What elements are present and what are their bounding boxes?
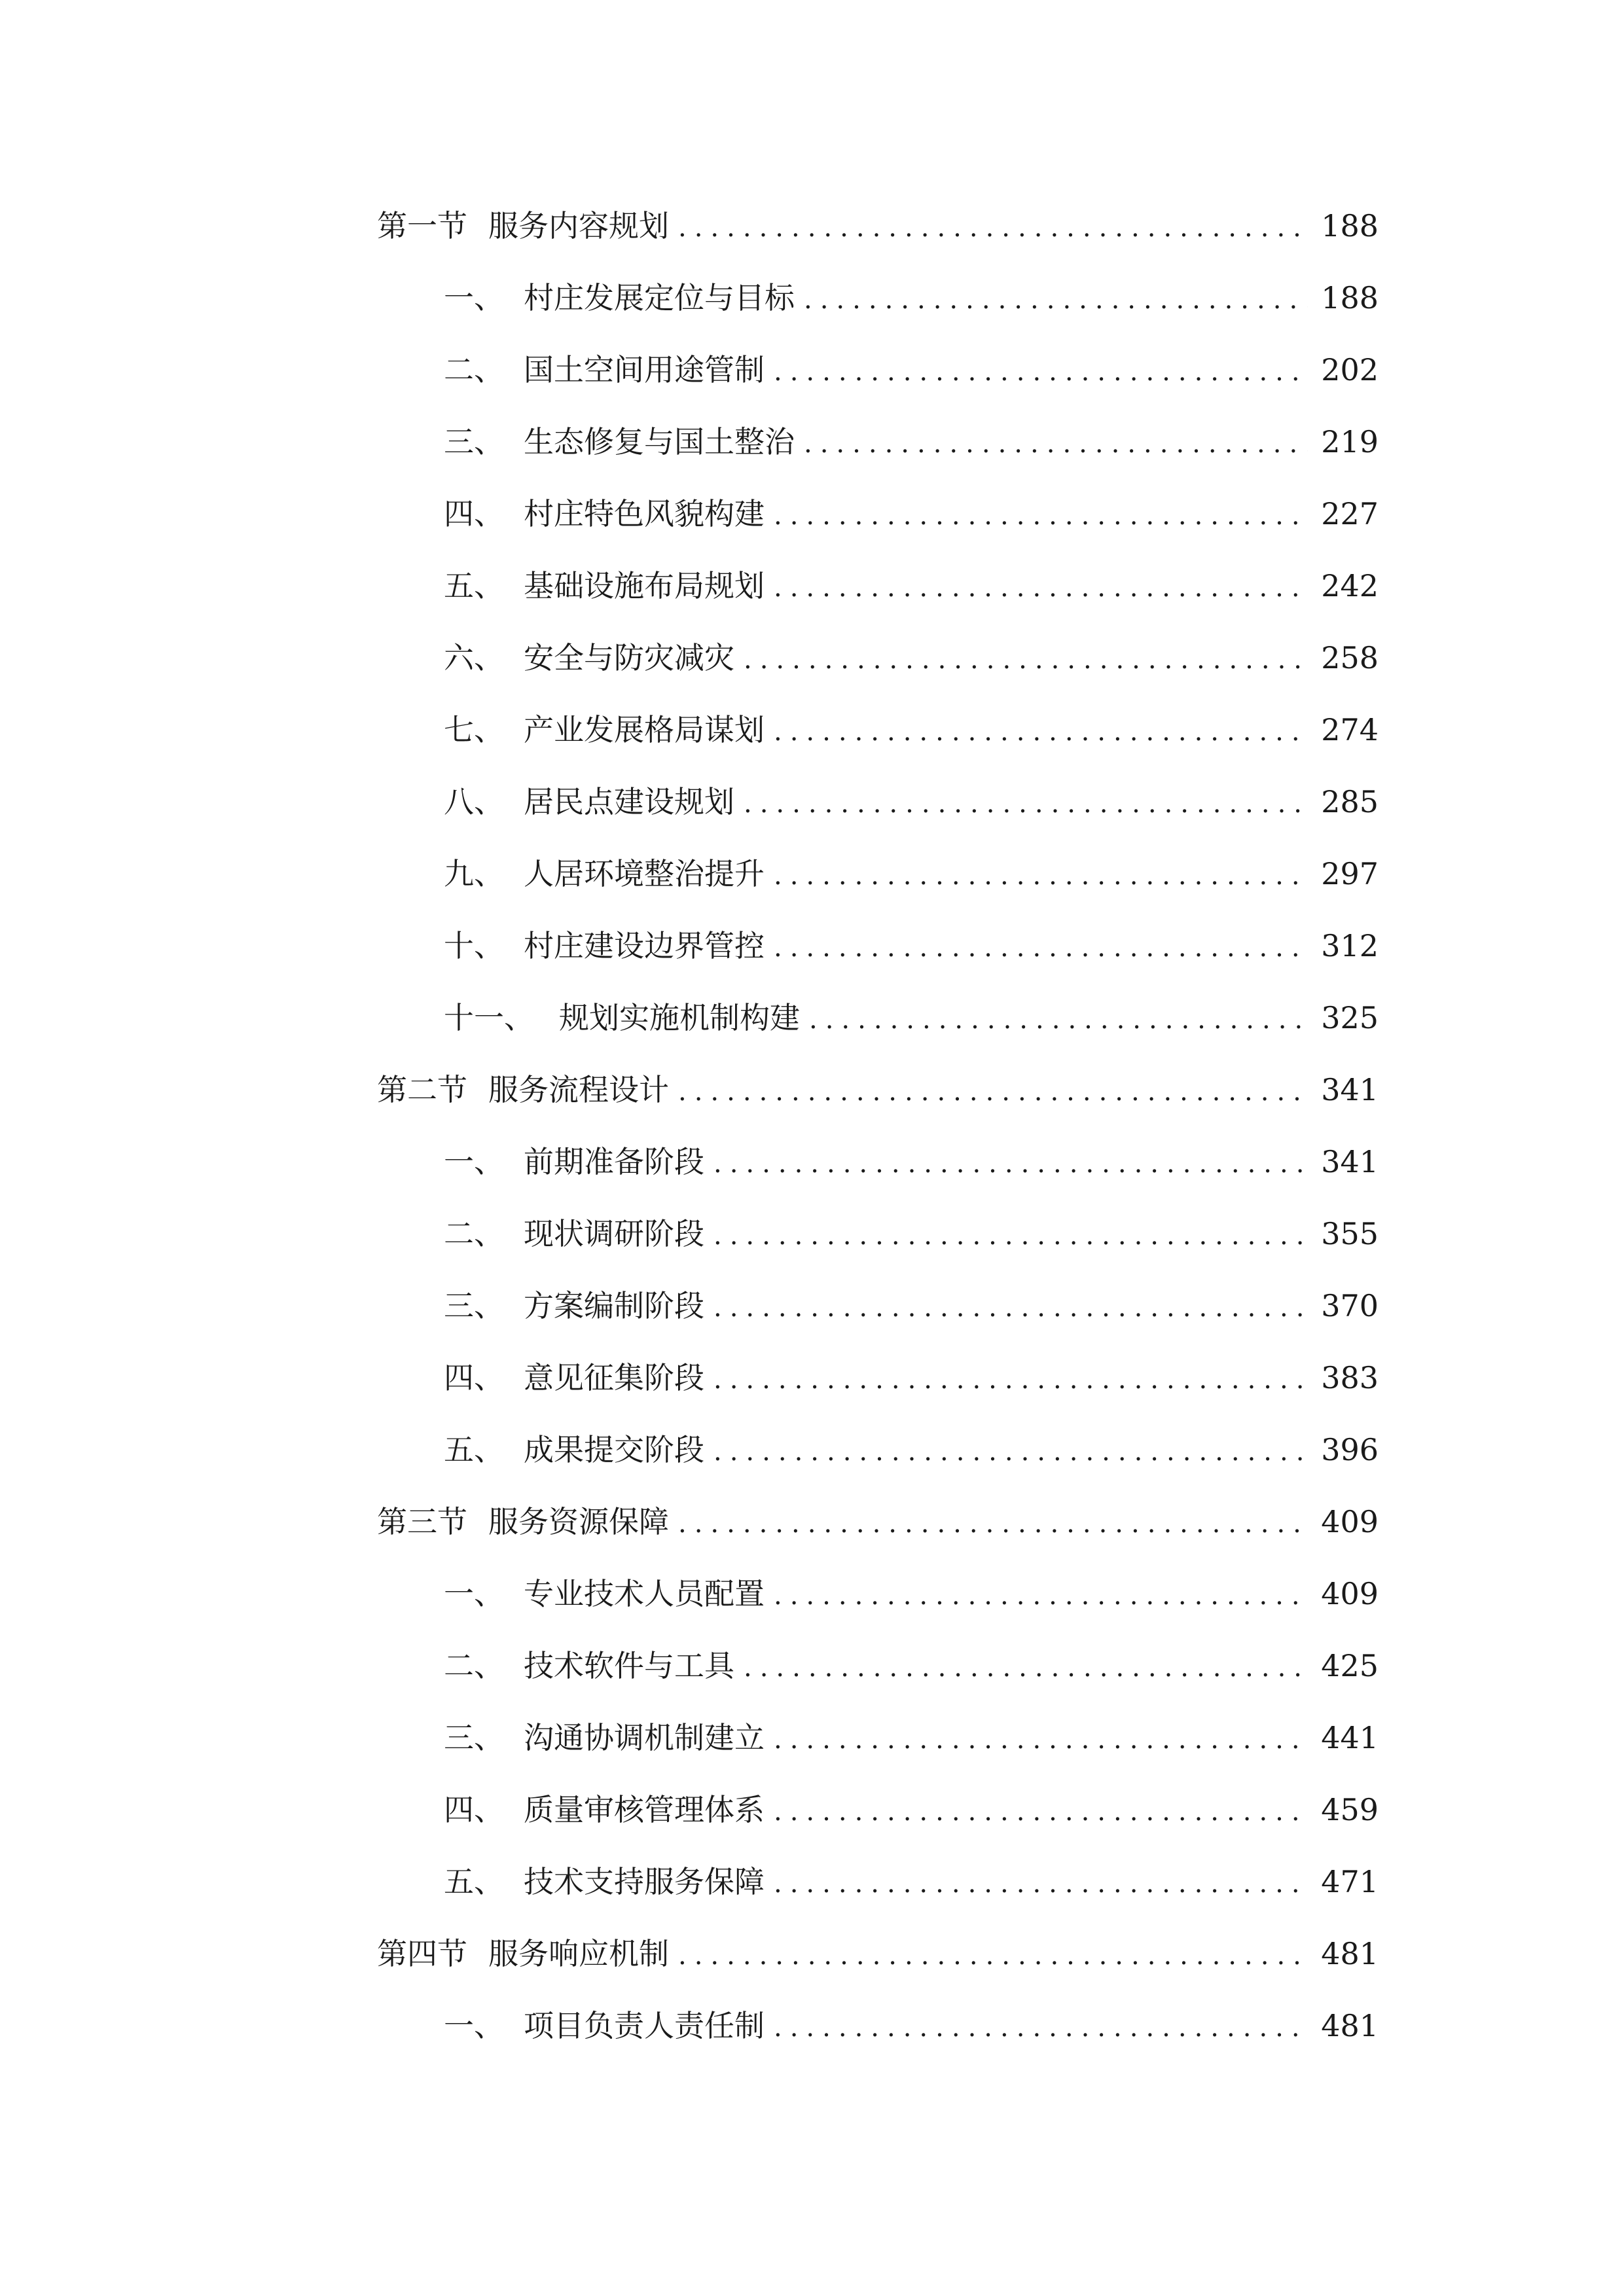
toc-title: 技术软件与工具 <box>524 1648 734 1683</box>
toc-section-4[interactable] <box>377 1918 1379 1990</box>
toc-leader <box>678 1056 1308 1128</box>
toc-leader <box>774 840 1308 912</box>
toc-title: 成果提交阶段 <box>524 1432 704 1467</box>
toc-leader <box>804 264 1308 336</box>
table-of-contents <box>377 190 1379 2062</box>
toc-page-number: 425 <box>1321 1648 1379 1683</box>
toc-leader <box>774 1848 1308 1920</box>
toc-page-number: 258 <box>1321 640 1379 675</box>
toc-page-number: 355 <box>1321 1216 1379 1251</box>
toc-title: 安全与防灾减灾 <box>524 640 734 675</box>
toc-leader <box>713 1416 1308 1488</box>
toc-title: 技术支持服务保障 <box>524 1864 765 1899</box>
toc-leader <box>774 1776 1308 1848</box>
toc-number: 十一、 <box>444 1000 534 1035</box>
toc-number: 三、 <box>444 1288 504 1323</box>
toc-leader <box>774 1992 1308 2064</box>
toc-entry[interactable] <box>377 1126 1379 1198</box>
toc-leader <box>804 408 1308 480</box>
toc-title: 项目负责人责任制 <box>524 2008 765 2043</box>
toc-number: 四、 <box>444 1360 504 1395</box>
toc-entry[interactable] <box>377 334 1379 406</box>
toc-page-number: 242 <box>1321 568 1379 603</box>
toc-page-number: 481 <box>1321 1936 1379 1971</box>
toc-title: 居民点建设规划 <box>524 784 734 819</box>
toc-entry[interactable] <box>377 1198 1379 1270</box>
toc-leader <box>809 984 1308 1056</box>
toc-number: 第一节 <box>377 208 467 243</box>
toc-title: 规划实施机制构建 <box>559 1000 800 1035</box>
toc-page-number: 409 <box>1321 1504 1379 1539</box>
toc-title: 前期准备阶段 <box>524 1144 704 1179</box>
toc-page-number: 297 <box>1321 856 1379 891</box>
toc-entry[interactable] <box>377 838 1379 910</box>
toc-leader <box>774 480 1308 552</box>
toc-number: 三、 <box>444 1720 504 1755</box>
toc-title: 沟通协调机制建立 <box>524 1720 765 1755</box>
toc-leader <box>744 768 1308 840</box>
toc-entry[interactable] <box>377 1270 1379 1342</box>
toc-page-number: 370 <box>1321 1288 1379 1323</box>
toc-number: 第四节 <box>377 1936 467 1971</box>
toc-number: 四、 <box>444 496 504 531</box>
toc-leader <box>774 336 1308 408</box>
toc-title: 专业技术人员配置 <box>524 1576 765 1611</box>
toc-leader <box>744 1632 1308 1704</box>
toc-number: 一、 <box>444 280 504 315</box>
toc-number: 二、 <box>444 1216 504 1251</box>
toc-number: 二、 <box>444 1648 504 1683</box>
toc-leader <box>774 1560 1308 1632</box>
toc-page-number: 219 <box>1321 424 1379 459</box>
toc-number: 八、 <box>444 784 504 819</box>
toc-entry[interactable] <box>377 622 1379 694</box>
toc-title: 村庄建设边界管控 <box>524 928 765 963</box>
toc-section-2[interactable] <box>377 1054 1379 1126</box>
toc-title: 产业发展格局谋划 <box>524 712 765 747</box>
toc-entry[interactable] <box>377 406 1379 478</box>
toc-entry[interactable] <box>377 1558 1379 1630</box>
toc-page-number: 188 <box>1321 208 1379 243</box>
toc-title: 服务流程设计 <box>488 1072 669 1107</box>
toc-title: 国土空间用途管制 <box>524 352 765 387</box>
toc-leader <box>744 624 1308 696</box>
toc-leader <box>713 1344 1308 1416</box>
toc-number: 五、 <box>444 1864 504 1899</box>
toc-entry[interactable] <box>377 1990 1379 2062</box>
toc-title: 基础设施布局规划 <box>524 568 765 603</box>
toc-page-number: 312 <box>1321 928 1379 963</box>
toc-number: 第二节 <box>377 1072 467 1107</box>
toc-page-number: 341 <box>1321 1072 1379 1107</box>
toc-page-number: 227 <box>1321 496 1379 531</box>
toc-section-1[interactable] <box>377 190 1379 262</box>
toc-number: 十、 <box>444 928 504 963</box>
toc-leader <box>678 1488 1308 1560</box>
toc-number: 第三节 <box>377 1504 467 1539</box>
toc-leader <box>713 1200 1308 1272</box>
toc-page-number: 481 <box>1321 2008 1379 2043</box>
toc-entry[interactable] <box>377 1414 1379 1486</box>
toc-page-number: 325 <box>1321 1000 1379 1035</box>
toc-page-number: 441 <box>1321 1720 1379 1755</box>
toc-page-number: 188 <box>1321 280 1379 315</box>
toc-page-number: 459 <box>1321 1792 1379 1827</box>
toc-leader <box>678 1920 1308 1992</box>
toc-entry[interactable] <box>377 982 1379 1054</box>
toc-leader <box>774 912 1308 984</box>
toc-number: 五、 <box>444 1432 504 1467</box>
toc-number: 一、 <box>444 1144 504 1179</box>
toc-title: 村庄发展定位与目标 <box>524 280 795 315</box>
toc-entry[interactable] <box>377 1846 1379 1918</box>
toc-number: 四、 <box>444 1792 504 1827</box>
toc-title: 村庄特色风貌构建 <box>524 496 765 531</box>
toc-number: 三、 <box>444 424 504 459</box>
toc-page-number: 202 <box>1321 352 1379 387</box>
toc-page-number: 274 <box>1321 712 1379 747</box>
toc-page-number: 285 <box>1321 784 1379 819</box>
toc-page-number: 341 <box>1321 1144 1379 1179</box>
toc-entry[interactable] <box>377 262 1379 334</box>
toc-title: 人居环境整治提升 <box>524 856 765 891</box>
toc-entry[interactable] <box>377 478 1379 550</box>
toc-page-number: 409 <box>1321 1576 1379 1611</box>
toc-page-number: 396 <box>1321 1432 1379 1467</box>
toc-page-number: 471 <box>1321 1864 1379 1899</box>
toc-entry[interactable] <box>377 766 1379 838</box>
toc-entry[interactable] <box>377 1702 1379 1774</box>
toc-entry[interactable] <box>377 910 1379 982</box>
toc-leader <box>774 1704 1308 1776</box>
toc-entry[interactable] <box>377 1630 1379 1702</box>
toc-leader <box>713 1128 1308 1200</box>
toc-number: 一、 <box>444 1576 504 1611</box>
toc-number: 七、 <box>444 712 504 747</box>
toc-entry[interactable] <box>377 1342 1379 1414</box>
toc-page-number: 383 <box>1321 1360 1379 1395</box>
toc-entry[interactable] <box>377 550 1379 622</box>
toc-leader <box>774 696 1308 768</box>
toc-section-3[interactable] <box>377 1486 1379 1558</box>
toc-title: 现状调研阶段 <box>524 1216 704 1251</box>
toc-title: 服务资源保障 <box>488 1504 669 1539</box>
toc-number: 五、 <box>444 568 504 603</box>
toc-leader <box>774 552 1308 624</box>
toc-entry[interactable] <box>377 694 1379 766</box>
toc-number: 一、 <box>444 2008 504 2043</box>
toc-number: 六、 <box>444 640 504 675</box>
toc-title: 质量审核管理体系 <box>524 1792 765 1827</box>
toc-title: 方案编制阶段 <box>524 1288 704 1323</box>
toc-title: 服务内容规划 <box>488 208 669 243</box>
toc-leader <box>713 1272 1308 1344</box>
toc-number: 二、 <box>444 352 504 387</box>
toc-number: 九、 <box>444 856 504 891</box>
toc-title: 生态修复与国土整治 <box>524 424 795 459</box>
toc-entry[interactable] <box>377 1774 1379 1846</box>
toc-title: 服务响应机制 <box>488 1936 669 1971</box>
toc-title: 意见征集阶段 <box>524 1360 704 1395</box>
toc-leader <box>678 192 1308 264</box>
